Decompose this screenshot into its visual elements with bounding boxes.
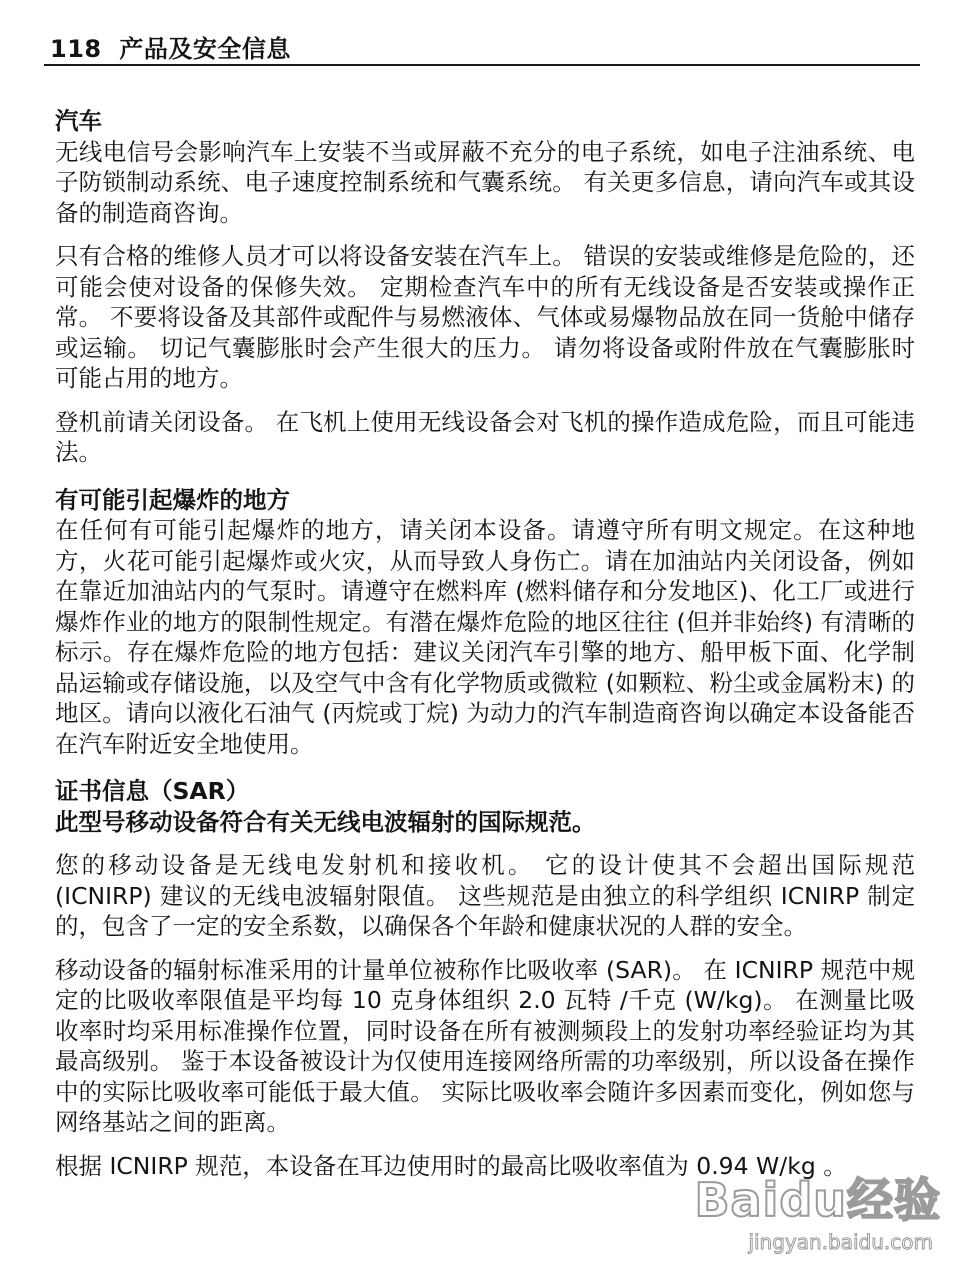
baidu-watermark — [694, 1164, 941, 1264]
section-heading-car: 汽车 — [55, 107, 102, 135]
baidu-logo: Baidu经验 — [694, 1173, 941, 1227]
page-number: 118 — [50, 35, 102, 63]
paragraph-aircraft: 登机前请关闭设备。 在飞机上使用无线设备会对飞机的操作造成危险，而且可能违法。 — [55, 407, 915, 466]
section-subheading-sar: 此型号移动设备符合有关无线电波辐射的国际规范。 — [55, 807, 596, 836]
page-header — [44, 34, 920, 66]
header-text — [50, 36, 291, 62]
watermark-url: jingyan.baidu.com — [748, 1230, 933, 1254]
section-heading-explosive: 有可能引起爆炸的地方 — [55, 485, 290, 514]
paragraph-sar-standard: 移动设备的辐射标准采用的计量单位被称作比吸收率 (SAR)。 在 ICNIRP 规范中规定的比吸收率限值是平均每 10 克身体组织 2.0 瓦特 /千克 (W/kg)。 在测量比吸收率时均采用标准操作位置，同时设备在所有被测频段上的发射功率经验证均为其最高级别。 鉴于本设备被设计为仅使用连接网络所需的功率级别，所以设备在操作中的实际比吸收率可能低于最大值。 实际比吸收率会随许多因素而变化，例如您与网络基站之间的距离。 — [55, 955, 915, 1136]
paragraph-car-installation: 只有合格的维修人员才可以将设备安装在汽车上。 错误的安装或维修是危险的，还可能会使对设备的保修失效。 定期检查汽车中的所有无线设备是否安装或操作正常。 不要将设备及其部件或配件与易燃液体、气体或易爆物品放在同一货舱中储存或运输。 切记气囊膨胀时会产生很大的压力。 请勿将设备或附件放在气囊膨胀时可能占用的地方。 — [55, 242, 915, 392]
page-content — [55, 106, 915, 1181]
paragraph-sar-value: 根据 ICNIRP 规范，本设备在耳边使用时的最高比吸收率值为 0.94 W/kg 。 — [55, 1151, 847, 1180]
paragraph-car-electronics: 无线电信号会影响汽车上安装不当或屏蔽不充分的电子系统，如电子注油系统、电子防锁制动系统、电子速度控制系统和气囊系统。 有关更多信息，请向汽车或其设备的制造商咨询。 — [55, 137, 915, 227]
section-heading-sar: 证书信息（SAR） — [55, 777, 250, 805]
paragraph-explosive: 在任何有可能引起爆炸的地方，请关闭本设备。请遵守所有明文规定。在这种地方，火花可能引起爆炸或火灾，从而导致人身伤亡。请在加油站内关闭设备，例如在靠近加油站内的气泵时。请遵守在燃料库 (燃料储存和分发地区)、化工厂或进行爆炸作业的地方的限制性规定。有潜在爆炸危险的地区往往 (但并非始终) 有清晰的标示。存在爆炸危险的地方包括：建议关闭汽车引擎的地方、船甲板下面、化学制品运输或存储设施，以及空气中含有化学物质或微粒 (如颗粒、粉尘或金属粉末) 的地区。请向以液化石油气 (丙烷或丁烷) 为动力的汽车制造商咨询以确定本设备能否在汽车附近安全地使用。 — [55, 516, 915, 758]
paragraph-sar-device: 您的移动设备是无线电发射机和接收机。 它的设计使其不会超出国际规范 (ICNIRP) 建议的无线电波辐射限值。 这些规范是由独立的科学组织 ICNIRP 制定的，包含了一定的安全系数，以确保各个年龄和健康状况的人群的安全。 — [55, 851, 915, 940]
chapter-title: 产品及安全信息 — [119, 35, 291, 63]
